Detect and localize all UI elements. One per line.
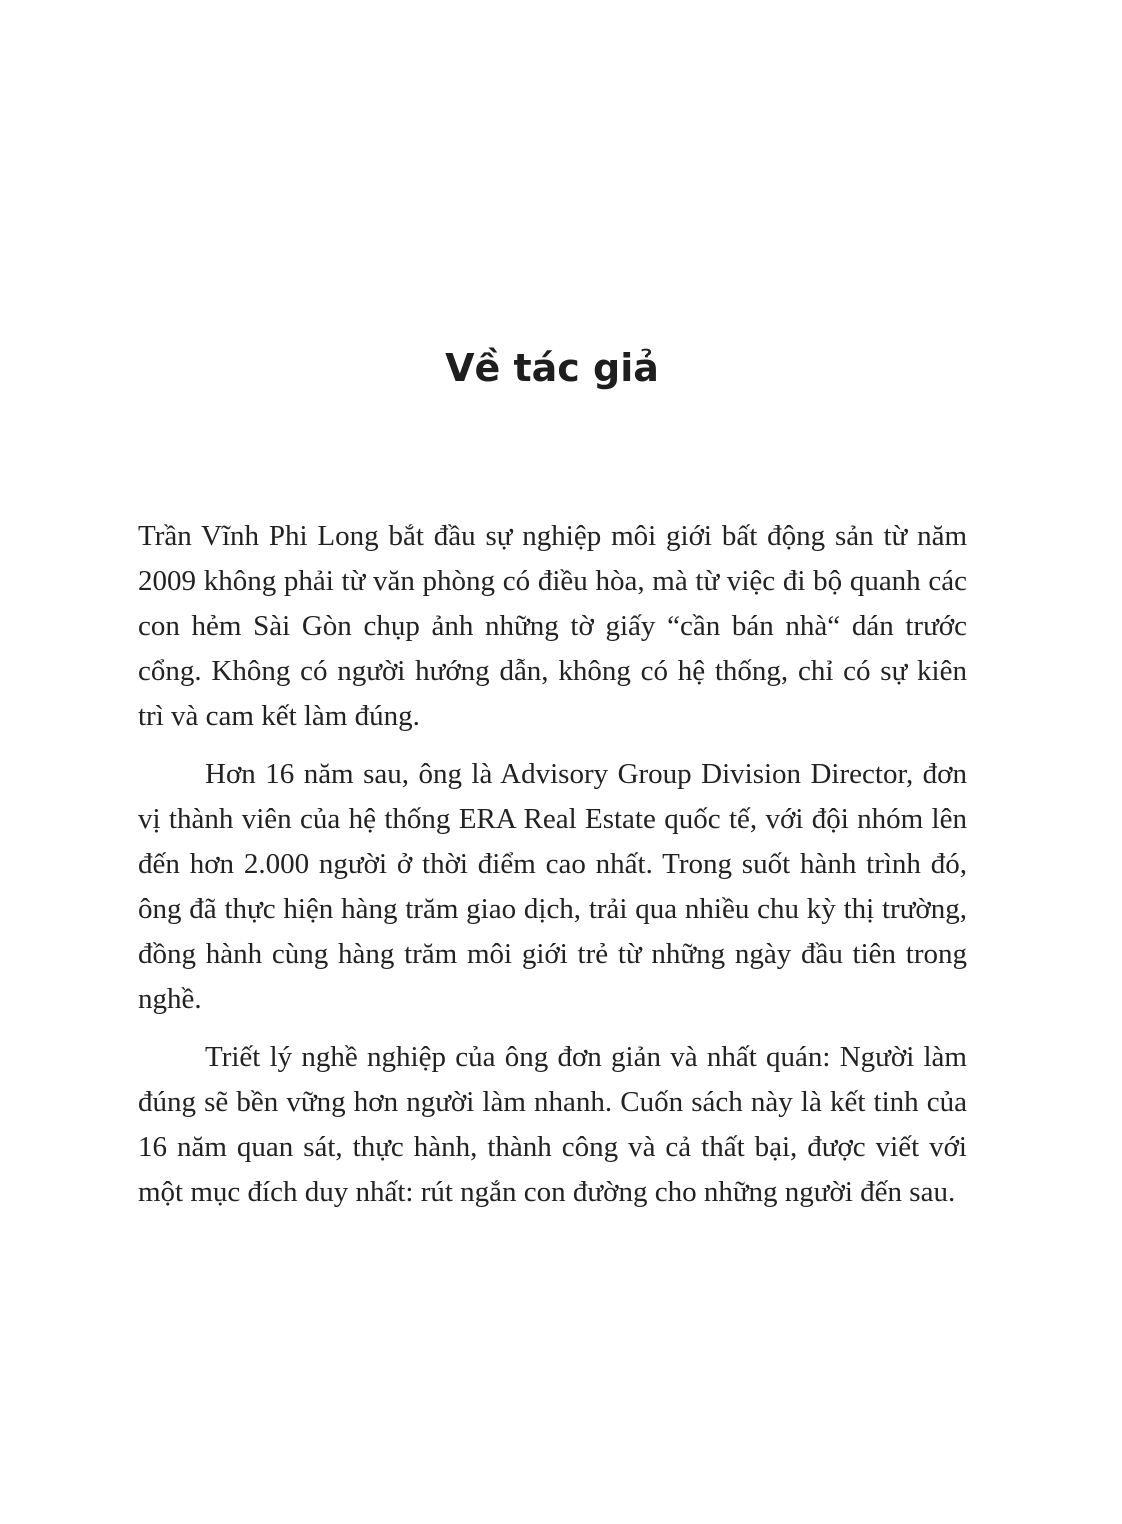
- bio-paragraph-3: Triết lý nghề nghiệp của ông đơn giản và nhất quán: Người làm đúng sẽ bền vững hơn người làm nhanh. Cuốn sách này là kết tinh của 16 năm quan sát, thực hành, thành công và cả thất bại, được viết với một mục đích duy nhất: rút ngắn con đường cho những người đến sau.: [138, 1041, 967, 1208]
- bio-paragraph-2: Hơn 16 năm sau, ông là Advisory Group Division Director, đơn vị thành viên của hệ thống ERA Real Estate quốc tế, với đội nhóm lên đến hơn 2.000 người ở thời điểm cao nhất. Trong suốt hành trình đó, ông đã thực hiện hàng trăm giao dịch, trải qua nhiều chu kỳ thị trường, đồng hành cùng hàng trăm môi giới trẻ từ những ngày đầu tiên trong nghề.: [138, 758, 967, 1015]
- page-title: Về tác giả: [445, 346, 659, 390]
- bio-paragraph-1: Trần Vĩnh Phi Long bắt đầu sự nghiệp môi giới bất động sản từ năm 2009 không phải từ văn phòng có điều hòa, mà từ việc đi bộ quanh các con hẻm Sài Gòn chụp ảnh những tờ giấy “cần bán nhà“ dán trước cổng. Không có người hướng dẫn, không có hệ thống, chỉ có sự kiên trì và cam kết làm đúng.: [138, 520, 967, 732]
- author-bio: [138, 514, 967, 1215]
